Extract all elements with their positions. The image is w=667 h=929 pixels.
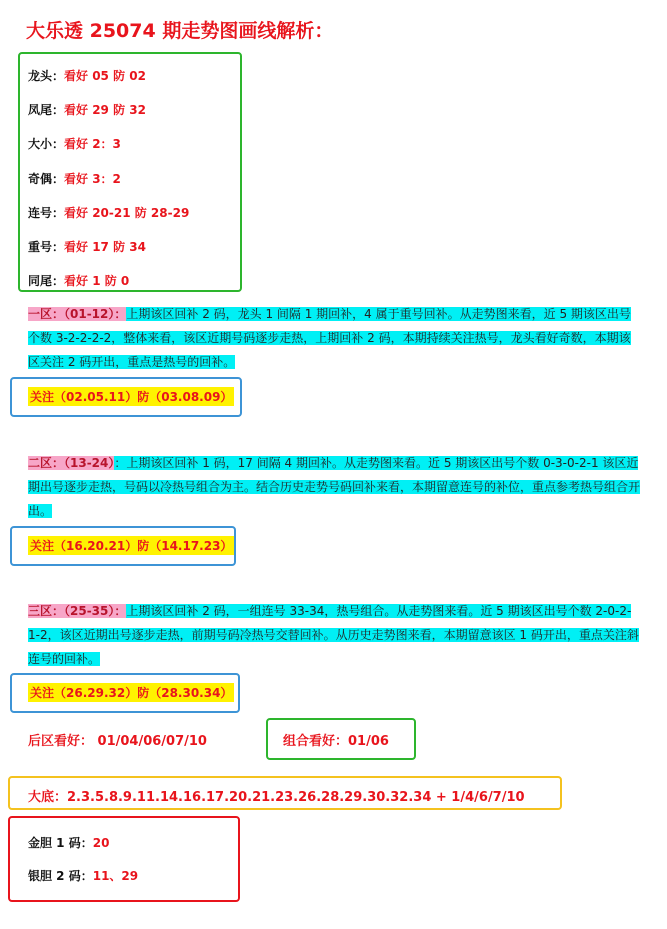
- zone-three-text: 上期该区回补 2 码，一组连号 33-34，热号组合。从走势图来看。近 5 期该区出号个数 2-0-2-1-2，该区近期出号逐步走热，前期号码冷热号交替回补。从历史走势图来看，本期留意该区 1 码开出，重点关注斜连号的回补。: [28, 604, 639, 666]
- back-zone-pick: 后区看好： 01/04/06/07/10: [28, 734, 207, 749]
- stat-row-chonghao: 重号：看好 17 防 34: [28, 240, 146, 254]
- stat-row-longtou: 龙头：看好 05 防 02: [28, 69, 146, 83]
- zone-one-focus: 关注（02.05.11）防（03.08.09）: [28, 387, 234, 406]
- zone-three-focus: 关注（26.29.32）防（28.30.34）: [28, 683, 234, 702]
- dan-box: [8, 816, 240, 902]
- stat-row-fengwei: 凤尾：看好 29 防 32: [28, 103, 146, 117]
- stat-row-tongwei: 同尾：看好 1 防 0: [28, 274, 130, 288]
- zone-two-focus: 关注（16.20.21）防（14.17.23）: [28, 536, 234, 555]
- zone-three-heading: 三区：（25-35）：: [28, 604, 127, 618]
- zone-two-analysis: [28, 451, 640, 523]
- page-title: 大乐透 25074 期走势图画线解析：: [26, 20, 334, 42]
- zone-one-heading: 一区：（01-12）：: [28, 307, 127, 321]
- big-pool: 大底：2.3.5.8.9.11.14.16.17.20.21.23.26.28.29.30.32.34 + 1/4/6/7/10: [28, 790, 525, 805]
- silver-dan-row: 银胆 2 码：11、29: [28, 869, 139, 883]
- zone-two-text: ：上期该区回补 1 码，17 间隔 4 期回补。从走势图来看。近 5 期该区出号个数 0-3-0-2-1 该区近期出号逐步走热，号码以冷热号组合为主。结合历史走势号码回补来看，本期留意连号的补位，重点参考热号组合开出。: [28, 456, 641, 518]
- zone-one-text: 上期该区回补 2 码，龙头 1 间隔 1 期回补，4 属于重号回补。从走势图来看，近 5 期该区出号个数 3-2-2-2-2，整体来看，该区近期号码逐步走热，上期回补 2 码，本期持续关注热号，龙头看好奇数，本期该区关注 2 码开出，重点是热号的回补。: [28, 307, 631, 369]
- stat-row-lianhao: 连号：看好 20-21 防 28-29: [28, 206, 190, 220]
- stat-row-jiou: 奇偶：看好 3：2: [28, 172, 121, 186]
- zone-three-analysis: [28, 599, 640, 671]
- stat-row-daxiao: 大小：看好 2：3: [28, 137, 121, 151]
- combo-pick: 组合看好：01/06: [283, 734, 389, 749]
- zone-one-analysis: [28, 302, 640, 374]
- gold-dan-row: 金胆 1 码：20: [28, 836, 110, 850]
- zone-two-heading: 二区：（13-24）: [28, 456, 115, 470]
